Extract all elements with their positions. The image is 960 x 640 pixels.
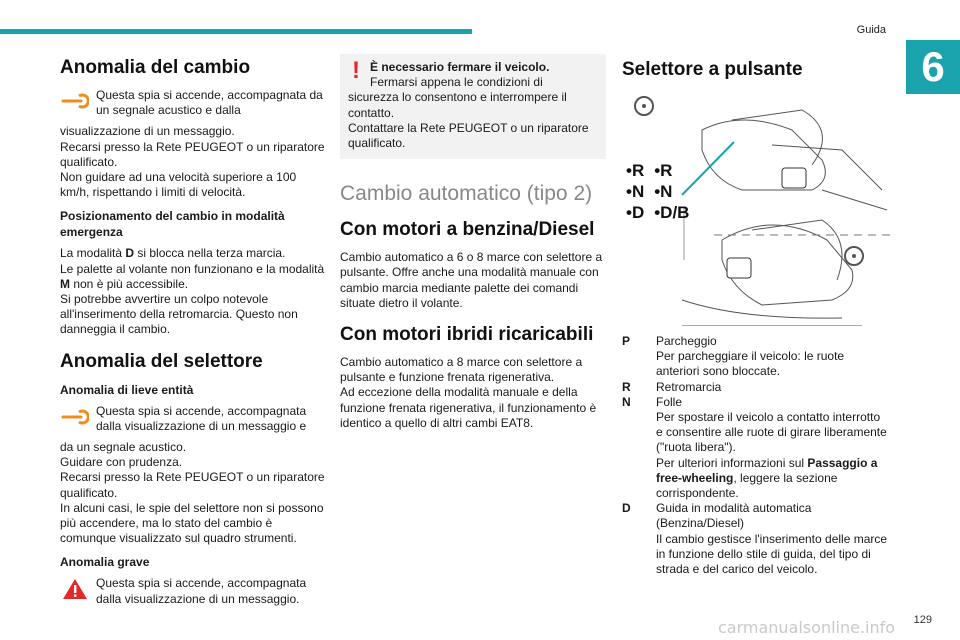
stop-vehicle-notice	[340, 54, 606, 159]
gear-labels	[626, 160, 689, 223]
chapter-number: 6	[906, 40, 960, 94]
header-accent-bar	[0, 29, 472, 34]
triangle-alert-icon	[60, 578, 90, 600]
steering-wheel-icon-right	[845, 247, 863, 265]
gear-right-db: •D/B	[654, 203, 690, 222]
wrench-warning-icon	[60, 90, 90, 112]
header-section: Guida	[856, 24, 886, 36]
legend-row-n: N Folle Per spostare il veicolo a contatto interrotto e consentire alle ruote di girare liberamente ("ruota libera"). Per ulteriori informazioni sul Passaggio a free-wheeling, leggere la sezione corrispondente.	[622, 394, 887, 501]
warning-text-rest: visualizzazione di un messaggio. Recarsi presso la Rete PEUGEOT o un riparatore qualificato. Non guidare ad una velocità superiore a 100 km/h, rispettando i limiti di velocità.	[60, 124, 325, 200]
chapter-title-automatic: Cambio automatico (tipo 2)	[340, 182, 593, 206]
gear-left-d: •D	[626, 203, 645, 222]
wrench-warning-icon	[60, 406, 90, 428]
steering-wheel-icon-top	[635, 97, 653, 115]
gear-button-top	[782, 168, 806, 188]
warning-paragraph-1	[60, 88, 326, 118]
emergency-mode-text: La modalità D si blocca nella terza marcia. Le palette al volante non funzionano e la modalità M non è più accessibile. Si potrebbe avvertire un colpo notevole all'inserimento della retromarcia. Questo non danneggia il cambio.	[60, 246, 325, 337]
notice-rest: sicurezza lo consentono e interrompere il contatto. Contattare la Rete PEUGEOT o un riparatore qualificato.	[348, 90, 589, 151]
warning-text-indent: Questa spia si accende, accompagnata da un segnale acustico e dalla	[96, 88, 323, 118]
subtitle-serious-fault: Anomalia grave	[60, 555, 150, 570]
notice-indent: Fermarsi appena le condizioni di	[370, 75, 543, 90]
warning-paragraph-3	[60, 576, 326, 606]
gear-button-bottom	[727, 258, 751, 278]
exclamation-icon: !	[352, 57, 360, 84]
section-title-gearbox-fault: Anomalia del cambio	[60, 57, 251, 78]
watermark: carmanualsonline.info	[718, 618, 896, 637]
subtitle-emergency-mode: Posizionamento del cambio in modalità emergenza	[60, 209, 285, 240]
hybrid-text: Cambio automatico a 8 marce con selettore a pulsante e funzione frenata rigenerativa. Ad eccezione della modalità manuale e della funzione frenata rigenerativa, il funzionamento è identico a quello di altri cambi EAT8.	[340, 355, 597, 430]
legend-row-p: P Parcheggio Per parcheggiare il veicolo: le ruote anteriori sono bloccate.	[622, 334, 845, 379]
legend-row-d: D Guida in modalità automatica (Benzina/Diesel) Il cambio gestisce l'inserimento delle marce in funzione dello stile di guida, del tipo di strada e del carico del veicolo.	[622, 501, 888, 577]
gear-legend	[622, 334, 890, 577]
column-2	[340, 54, 606, 437]
minor-fault-indent: Questa spia si accende, accompagnata dalla visualizzazione di un messaggio e	[96, 403, 307, 433]
section-title-hybrid: Con motori ibridi ricaricabili	[340, 324, 594, 346]
minor-fault-rest: da un segnale acustico. Guidare con prudenza. Recarsi presso la Rete PEUGEOT o un riparatore qualificato. In alcuni casi, le spie del selettore non si possono più accendere, ma lo stato del cambio è comunque visualizzato sul quadro strumenti.	[60, 440, 325, 546]
gear-left-r: •R	[626, 161, 645, 180]
legend-row-r: R Retromarcia	[622, 379, 722, 394]
gear-selector-illustration	[622, 90, 892, 326]
gear-right-r: •R	[654, 161, 673, 180]
petrol-diesel-text: Cambio automatico a 6 o 8 marce con selettore a pulsante. Offre anche una modalità manuale con cambio marcia mediante palette dei comandi situate dietro il volante.	[340, 250, 603, 310]
section-title-selector-fault: Anomalia del selettore	[60, 350, 263, 372]
column-1	[60, 54, 326, 613]
gear-right-n: •N	[654, 182, 673, 201]
notice-title: È necessario fermare il veicolo.	[370, 60, 550, 74]
column-3	[622, 54, 890, 577]
subtitle-minor-fault: Anomalia di lieve entità	[60, 382, 194, 397]
page-number: 129	[913, 614, 932, 626]
serious-fault-text: Questa spia si accende, accompagnata dalla visualizzazione di un messaggio.	[96, 576, 307, 606]
warning-paragraph-2	[60, 404, 326, 434]
section-title-petrol-diesel: Con motori a benzina/Diesel	[340, 219, 595, 241]
section-title-button-selector: Selettore a pulsante	[622, 59, 803, 80]
gear-left-n: •N	[626, 182, 645, 201]
